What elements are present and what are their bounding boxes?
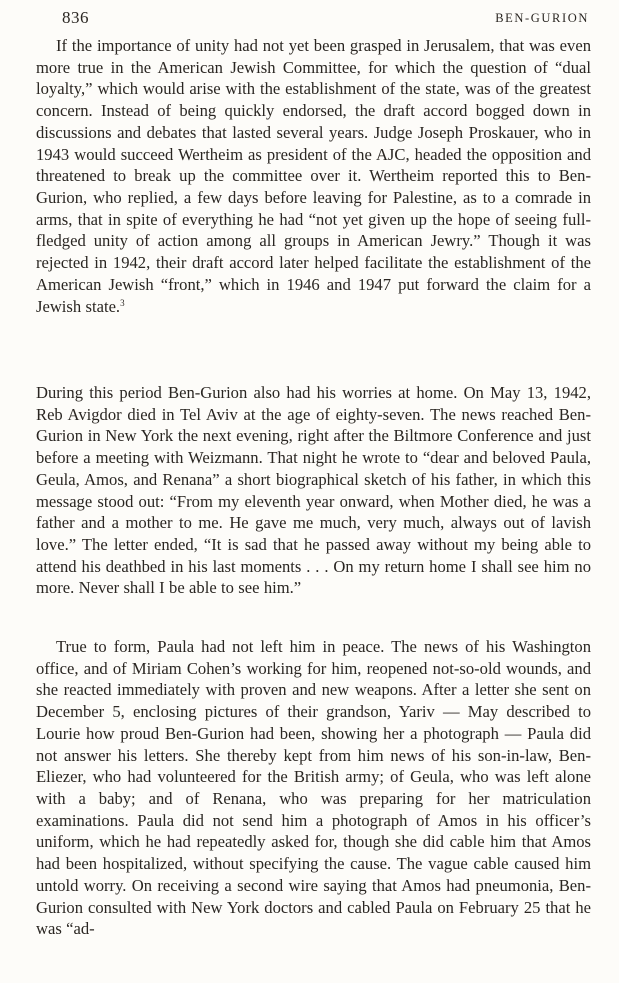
paragraph-worries-at-home [36, 382, 591, 599]
footnote-marker: 3 [120, 297, 125, 308]
paragraph-unity [36, 35, 591, 317]
paragraph-text: During this period Ben-Gurion also had his worries at home. On May 13, 1942, Reb Avigdor died in Tel Aviv at the age of eighty-seven. The news reached Ben-Gurion in New York the next evening, right after the Biltmore Conference and just before a meeting with Weizmann. That night he wrote to “dear and beloved Paula, Geula, Amos, and Renana” a short biographical sketch of his father, in which this message stood out: “From my eleventh year onward, when Mother died, he was a father and a mother to me. He gave me much, very much, always out of lavish love.” The letter ended, “It is sad that he passed away without my being able to attend his deathbed in his last moments . . . On my return home I shall see him no more. Never shall I be able to see him.” [36, 383, 591, 598]
paragraph-paula [36, 636, 591, 940]
page-number: 836 [62, 8, 89, 27]
running-title: BEN-GURION [495, 11, 589, 25]
paragraph-text: If the importance of unity had not yet been grasped in Jerusalem, that was even more true in the American Jewish Committee, for which the question of “dual loyalty,” which would arise with the establishment of the state, was of the greatest concern. Instead of being quickly endorsed, the draft accord bogged down in discussions and debates that lasted several years. Judge Joseph Proskauer, who in 1943 would succeed Wertheim as president of the AJC, headed the opposition and threatened to break up the committee over it. Wertheim reported this to Ben-Gurion, who replied, a few days before leaving for Palestine, as to a comrade in arms, that in spite of everything he had “not yet given up the hope of seeing full-fledged unity of action among all groups in American Jewry.” Though it was rejected in 1942, their draft accord later helped facilitate the establishment of the American Jewish “front,” which in 1946 and 1947 put forward the claim for a Jewish state. [36, 36, 591, 316]
running-head [62, 8, 589, 30]
paragraph-text: True to form, Paula had not left him in peace. The news of his Washington office, and of Miriam Cohen’s working for him, reopened not-so-old wounds, and she reacted immediately with proven and new weapons. After a letter she sent on December 5, enclosing pictures of their grandson, Yariv — May described to Lourie how proud Ben-Gurion had been, showing her a photograph — Paula did not answer his letters. She thereby kept from him news of his son-in-law, Ben-Eliezer, who had volunteered for the British army; of Geula, who was left alone with a baby; and of Renana, who was preparing for her matriculation examinations. Paula did not send him a photograph of Amos in his officer’s uniform, which he had repeatedly asked for, though she did cable him that Amos had been hospitalized, without specifying the cause. The vague cable caused him untold worry. On receiving a second wire saying that Amos had pneumonia, Ben-Gurion consulted with New York doctors and cabled Paula on February 25 that he was “ad- [36, 637, 591, 939]
